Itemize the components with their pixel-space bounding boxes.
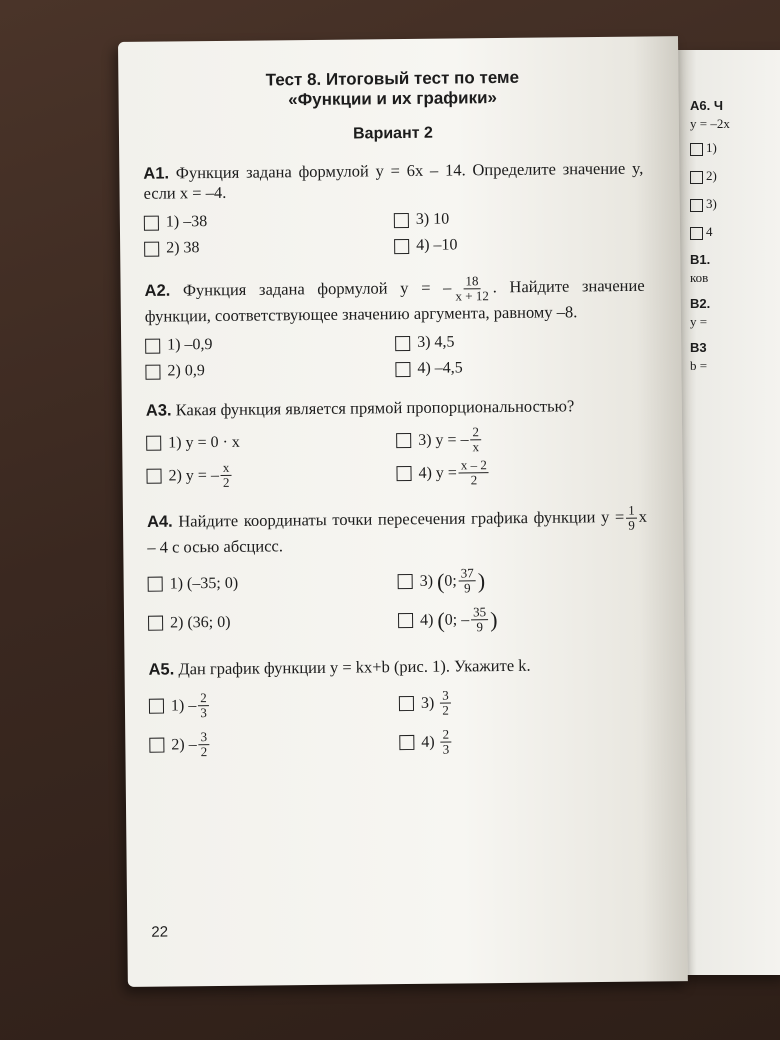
task-a3-number: А3. (145, 401, 172, 420)
task-a4 (147, 503, 648, 637)
open-book (118, 42, 780, 992)
task-a1-number: А1. (143, 164, 170, 183)
a5-opt1-fraction: $\frac{2}{3}$ (200, 690, 207, 721)
task-a4-text-2: x – 4 с осью абсцисс. (147, 506, 648, 557)
a2-option-1[interactable]: 1) –0,9 (145, 332, 395, 357)
checkbox[interactable] (398, 574, 413, 589)
variant-label: Вариант 2 (352, 124, 433, 143)
checkbox[interactable] (145, 338, 160, 353)
right-a6: А6. Ч (690, 98, 723, 113)
a4-option-2[interactable]: 2) (36; 0) (148, 606, 398, 638)
right-b2: В2. (690, 296, 711, 311)
title-line-2: «Функции и их графики» (288, 88, 498, 110)
checkbox[interactable] (149, 699, 164, 714)
a3-opt2-fraction: $\frac{x}{2}$ (222, 459, 230, 490)
a3-option-3[interactable]: 3) y = – $\frac{2}{x}$ (396, 423, 646, 455)
a4-opt4-fraction: $\frac{35}{9}$ (471, 605, 488, 634)
a3-option-2[interactable]: 2) y = – $\frac{x}{2}$ (146, 459, 396, 491)
task-a4-text-1: Найдите координаты точки пересечения графика функции y = (178, 507, 625, 531)
task-a3-text: Какая функция является прямой пропорциональностью? (175, 396, 575, 420)
a2-option-3[interactable]: 3) 4,5 (395, 329, 645, 354)
right-box-4: 4 (690, 224, 713, 240)
right-box-1: 1) (690, 140, 717, 156)
a5-option-2[interactable]: 2) – $\frac{3}{2}$ (149, 728, 399, 760)
checkbox[interactable] (144, 241, 159, 256)
right-b3: В3 (690, 340, 707, 355)
task-a1 (143, 159, 644, 260)
a4-fraction: $\frac{1}{9}$ (628, 502, 635, 533)
page-number: 22 (151, 923, 169, 941)
checkbox[interactable] (395, 361, 410, 376)
checkbox[interactable] (144, 215, 159, 230)
a2-option-2[interactable]: 2) 0,9 (145, 358, 395, 383)
checkbox[interactable] (394, 212, 409, 227)
page-title (142, 67, 642, 112)
checkbox[interactable] (394, 238, 409, 253)
a5-option-1[interactable]: 1) – $\frac{2}{3}$ (149, 689, 399, 721)
right-b3-line: b = (690, 358, 708, 373)
task-a5-text: Дан график функции y = kx+b (рис. 1). Укажите k. (178, 655, 531, 679)
checkbox[interactable] (395, 335, 410, 350)
checkbox[interactable] (399, 696, 414, 711)
task-a1-text: Функция задана формулой y = 6x – 14. Определите значение y, если x = –4. (143, 158, 644, 203)
a4-opt3-fraction: $\frac{37}{9}$ (459, 566, 476, 595)
checkbox[interactable] (399, 735, 414, 750)
checkbox[interactable] (398, 613, 413, 628)
a1-option-1[interactable]: 1) –38 (144, 209, 394, 234)
right-b1: В1. (690, 252, 711, 267)
a3-opt4-fraction: $\frac{x - 2}{2}$ (459, 458, 489, 487)
right-box-3: 3) (690, 196, 717, 212)
checkbox[interactable] (148, 577, 163, 592)
task-a2-text-post: . Найдите значение функции, соответствующее значению аргумента, равному –8. (144, 275, 645, 326)
checkbox[interactable] (148, 616, 163, 631)
a5-opt3-fraction: $\frac{3}{2}$ (442, 687, 449, 718)
a2-fraction: $\frac{18}{x + 12}$ (455, 273, 489, 304)
a3-opt3-fraction: $\frac{2}{x}$ (472, 424, 480, 455)
a5-opt4-fraction: $\frac{2}{3}$ (442, 726, 450, 757)
a3-option-4[interactable]: 4) y = $\frac{x - 2}{2}$ (396, 456, 646, 488)
right-page (678, 50, 780, 975)
a3-option-1[interactable]: 1) y = 0 · x (146, 426, 396, 458)
a1-option-3[interactable]: 3) 10 (394, 207, 644, 232)
task-a5-number: А5. (148, 660, 175, 679)
checkbox[interactable] (396, 433, 411, 448)
a5-option-4[interactable]: 4) $\frac{2}{3}$ (399, 725, 649, 757)
task-a2-text-pre: Функция задана формулой y = – (182, 277, 452, 300)
a1-option-2[interactable]: 2) 38 (144, 235, 394, 260)
test-content (142, 67, 649, 760)
task-a4-number: А4. (146, 512, 173, 532)
task-a2 (144, 272, 645, 382)
left-page (118, 36, 688, 987)
right-b1-line: ков (690, 270, 709, 285)
right-a6-line: y = –2x (690, 116, 730, 131)
a5-opt2-fraction: $\frac{3}{2}$ (200, 729, 208, 760)
title-line-1: Тест 8. Итоговый тест по теме (265, 67, 520, 90)
a4-option-4[interactable]: 4) ( 0; – $\frac{35}{9}$ ) (398, 603, 648, 635)
a4-option-1[interactable]: 1) (–35; 0) (148, 567, 398, 599)
checkbox[interactable] (149, 738, 164, 753)
checkbox[interactable] (145, 364, 160, 379)
checkbox[interactable] (146, 436, 161, 451)
task-a3 (146, 395, 647, 490)
checkbox[interactable] (396, 466, 411, 481)
task-a2-number: А2. (144, 281, 171, 301)
a4-option-3[interactable]: 3) ( 0; $\frac{37}{9}$ ) (398, 564, 648, 596)
right-box-2: 2) (690, 168, 717, 184)
a2-option-4[interactable]: 4) –4,5 (395, 355, 645, 380)
task-a5 (148, 654, 649, 759)
a1-option-4[interactable]: 4) –10 (394, 233, 644, 258)
a5-option-3[interactable]: 3) $\frac{3}{2}$ (399, 686, 649, 718)
checkbox[interactable] (146, 469, 161, 484)
right-b2-line: y = (690, 314, 708, 329)
